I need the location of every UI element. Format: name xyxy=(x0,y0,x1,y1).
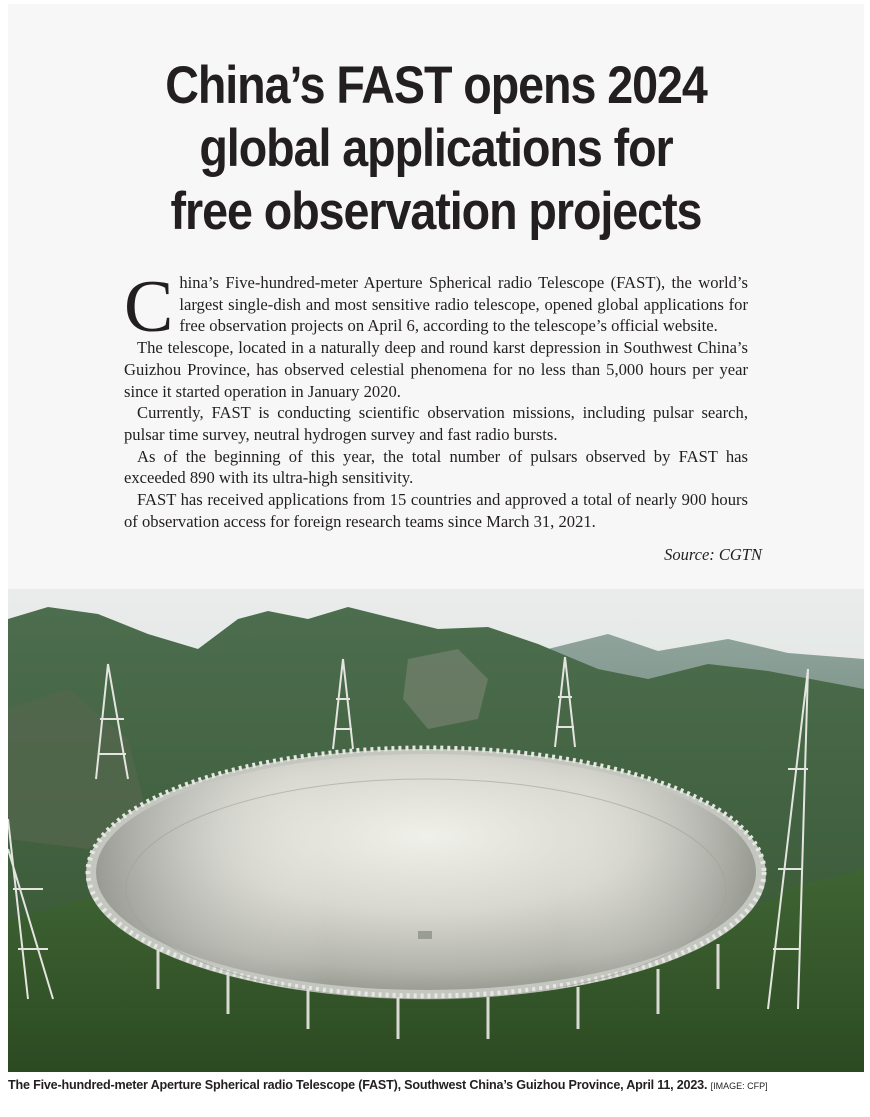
headline xyxy=(59,54,812,243)
article-body xyxy=(124,266,748,532)
headline-line-2: global applications for xyxy=(199,119,673,178)
drop-cap: C xyxy=(124,266,174,348)
source-credit: Source: CGTN xyxy=(664,545,762,564)
paragraph-2: The telescope, located in a naturally deep and round karst depression in Southwest China’s Guizhou Province, has observed celestial phenomena for no less than 5,000 hours per year since it started operation in January 2020. xyxy=(124,338,748,401)
paragraph-5: FAST has received applications from 15 countries and approved a total of nearly 900 hours of observation access for foreign research teams since March 31, 2021. xyxy=(124,490,748,531)
telescope-photo xyxy=(8,589,864,1072)
headline-line-1: China’s FAST opens 2024 xyxy=(165,56,707,115)
telescope-illustration xyxy=(8,589,864,1072)
caption-text: The Five-hundred-meter Aperture Spherical radio Telescope (FAST), Southwest China’s Guizhou Province, April 11, 2023. xyxy=(8,1078,708,1092)
headline-line-3: free observation projects xyxy=(170,182,702,241)
paragraph-1 xyxy=(124,266,748,348)
image-credit: [IMAGE: CFP] xyxy=(710,1081,768,1091)
photo-caption xyxy=(8,1078,864,1092)
paragraph-4: As of the beginning of this year, the total number of pulsars observed by FAST has exceeded 890 with its ultra-high sensitivity. xyxy=(124,446,748,488)
dish-shading xyxy=(96,754,756,990)
feed-cabin-cleaning xyxy=(418,931,432,939)
paragraph-1-text: hina’s Five-hundred-meter Aperture Spherical radio Telescope (FAST), the world’s largest single-dish and most sensitive radio telescope, opened global applications for free observation projects on April 6, according to the telescope’s official website. xyxy=(179,273,748,336)
paragraph-3: Currently, FAST is conducting scientific observation missions, including pulsar search, pulsar time survey, neutral hydrogen survey and fast radio bursts. xyxy=(124,403,748,444)
